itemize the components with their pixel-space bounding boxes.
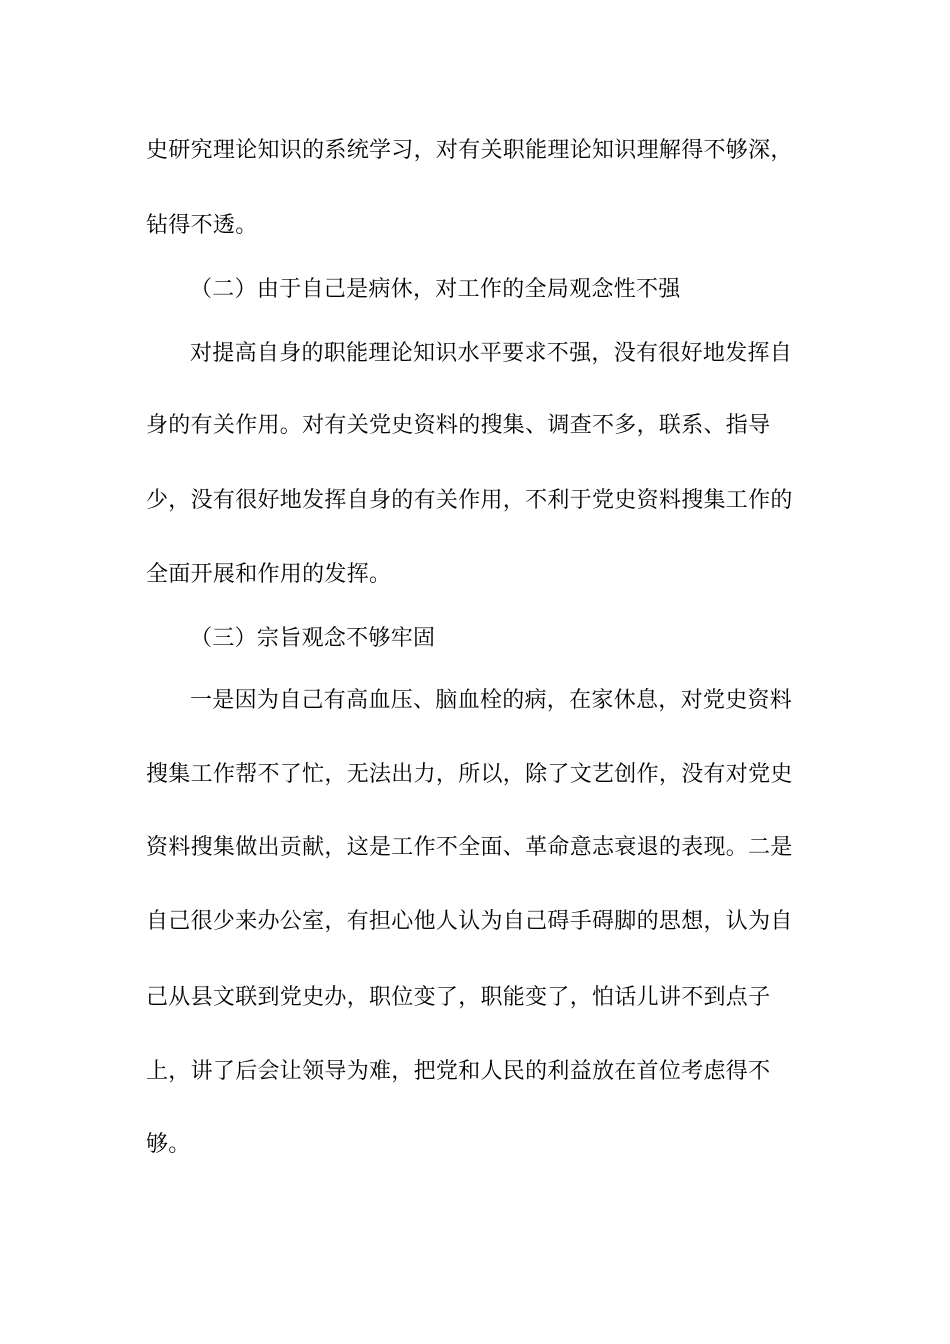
section-heading: （三）宗旨观念不够牢固 bbox=[190, 626, 436, 651]
paragraph-line: 自己很少来办公室，有担心他人认为自己碍手碍脚的思想，认为自 bbox=[146, 909, 793, 934]
paragraph-line: 己从县文联到党史办，职位变了，职能变了，怕话儿讲不到点子 bbox=[146, 985, 771, 1010]
paragraph-line: 对提高自身的职能理论知识水平要求不强，没有很好地发挥自 bbox=[190, 341, 793, 366]
paragraph-line: 上，讲了后会让领导为难，把党和人民的利益放在首位考虑得不 bbox=[146, 1059, 771, 1084]
paragraph-line: 够。 bbox=[146, 1132, 191, 1157]
paragraph-line: 资料搜集做出贡献，这是工作不全面、革命意志衰退的表现。二是 bbox=[146, 835, 793, 860]
paragraph-line: 全面开展和作用的发挥。 bbox=[146, 562, 392, 587]
section-heading: （二）由于自己是病休，对工作的全局观念性不强 bbox=[190, 277, 681, 302]
paragraph-line: 一是因为自己有高血压、脑血栓的病，在家休息，对党史资料 bbox=[190, 688, 793, 713]
paragraph-line: 少，没有很好地发挥自身的有关作用，不利于党史资料搜集工作的 bbox=[146, 488, 793, 513]
paragraph-line: 搜集工作帮不了忙，无法出力，所以，除了文艺创作，没有对党史 bbox=[146, 762, 793, 787]
paragraph-line: 史研究理论知识的系统学习，对有关职能理论知识理解得不够深， bbox=[146, 138, 793, 163]
paragraph-line: 身的有关作用。对有关党史资料的搜集、调查不多，联系、指导 bbox=[146, 413, 771, 438]
paragraph-line: 钻得不透。 bbox=[146, 213, 258, 238]
